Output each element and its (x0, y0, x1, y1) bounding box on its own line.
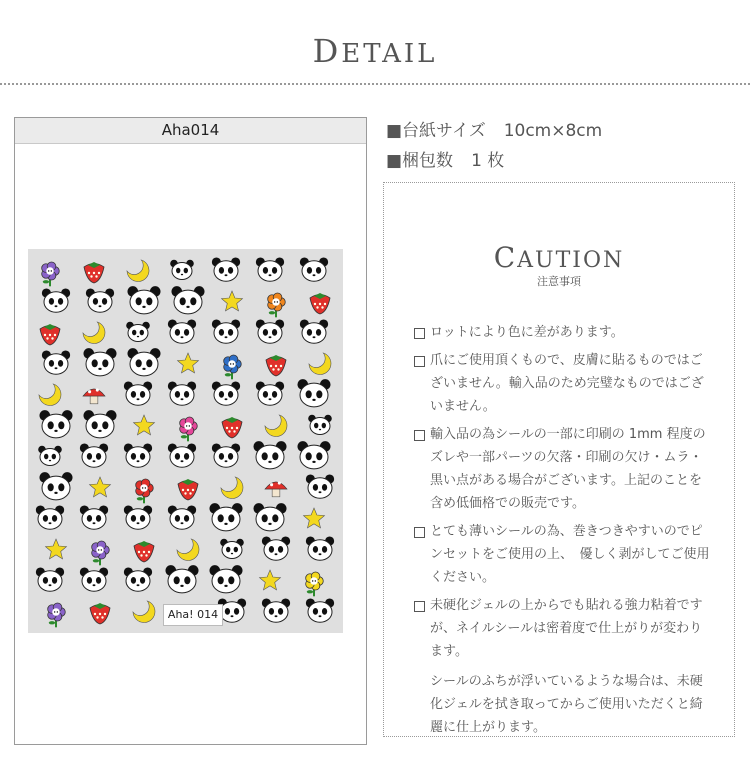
panda-sticker (42, 288, 70, 312)
strawberry-sticker (134, 541, 154, 562)
sheet-label: Aha! 014 (163, 604, 223, 626)
panda-sticker (212, 443, 240, 467)
panda-sticker (308, 415, 332, 435)
panda-sticker (83, 410, 116, 438)
flower-sticker (306, 572, 324, 596)
flower-sticker (92, 541, 110, 565)
panda-sticker (306, 598, 334, 622)
panda-sticker (86, 288, 114, 312)
caution-note: 輸入品の為シールの一部に印刷の 1mm 程度のズレや一部パーツの欠落・印刷の欠け・ムラ・黒い点がある場合がございます。上記のことを含め低価格での販売です。 (414, 423, 714, 515)
panda-sticker (168, 319, 196, 343)
checkbox-icon (414, 356, 425, 367)
caution-note: 爪にご使用頂くもので、皮膚に貼るものではございません。輸入品のため完璧なものではございません。 (414, 349, 714, 418)
panda-sticker (127, 348, 160, 376)
spec-quantity: ■梱包数 1 枚 (386, 151, 505, 171)
caution-note: ロットにより色に差があります。 (414, 321, 714, 344)
spec-list (386, 116, 736, 176)
strawberry-sticker (84, 262, 104, 283)
checkbox-icon (414, 527, 425, 538)
strawberry-sticker (266, 355, 286, 376)
checkbox-icon (414, 328, 425, 339)
caution-notes (414, 321, 714, 744)
panda-sticker (306, 536, 334, 560)
page-title: DETAIL (312, 32, 438, 70)
panda-sticker (262, 598, 290, 622)
flower-sticker (136, 479, 154, 503)
moon-sticker (39, 384, 61, 405)
caution-box (383, 182, 735, 737)
panda-sticker (165, 565, 198, 593)
star-sticker (260, 570, 281, 590)
panda-sticker (168, 505, 196, 529)
panda-sticker (124, 505, 152, 529)
caution-note: 未硬化ジェルの上からでも貼れる強力粘着ですが、ネイルシールは密着度で仕上がりが変わります。 (414, 594, 714, 663)
panda-sticker (168, 381, 196, 405)
panda-sticker (38, 446, 62, 466)
panda-sticker (306, 474, 334, 498)
strawberry-sticker (40, 324, 60, 345)
product-card (14, 117, 367, 745)
star-sticker (178, 353, 199, 373)
caution-note: とても薄いシールの為、巻きつきやすいのでピンセットをご使用の上、 優しく剥がしてご使用ください。 (414, 520, 714, 589)
panda-sticker (209, 503, 242, 531)
panda-sticker (39, 472, 72, 500)
panda-sticker (171, 286, 204, 314)
mushroom-sticker (83, 389, 105, 404)
strawberry-sticker (222, 417, 242, 438)
strawberry-sticker (310, 293, 330, 314)
panda-sticker (300, 319, 328, 343)
panda-sticker (80, 567, 108, 591)
panda-sticker (80, 443, 108, 467)
moon-sticker (265, 415, 287, 436)
mushroom-sticker (265, 482, 287, 497)
flower-sticker (48, 603, 66, 627)
panda-sticker (126, 322, 150, 342)
caution-title: CAUTION (493, 241, 625, 274)
panda-sticker (168, 443, 196, 467)
star-sticker (222, 291, 243, 311)
star-sticker (46, 539, 67, 559)
panda-sticker (212, 381, 240, 405)
flower-sticker (268, 293, 286, 317)
panda-sticker (220, 539, 244, 559)
panda-sticker (297, 441, 330, 469)
panda-sticker (83, 348, 116, 376)
panda-sticker (300, 257, 328, 281)
sticker-sheet-illustration (28, 249, 343, 633)
flower-sticker (224, 355, 242, 379)
checkbox-icon (414, 601, 425, 612)
panda-sticker (42, 350, 70, 374)
panda-sticker (297, 379, 330, 407)
panda-sticker (256, 257, 284, 281)
panda-sticker (36, 505, 64, 529)
moon-sticker (133, 601, 155, 622)
caution-extra-note: シールのふちが浮いているような場合は、未硬化ジェルを拭き取ってからご使用いただくと綺麗に仕上がります。 (430, 674, 703, 735)
moon-sticker (177, 539, 199, 560)
strawberry-sticker (178, 479, 198, 500)
strawberry-sticker (90, 603, 110, 624)
panda-sticker (127, 286, 160, 314)
moon-sticker (309, 353, 331, 374)
product-name: Aha014 (15, 118, 366, 144)
panda-sticker (209, 565, 242, 593)
panda-sticker (256, 319, 284, 343)
panda-sticker (124, 567, 152, 591)
panda-sticker (253, 441, 286, 469)
panda-sticker (124, 381, 152, 405)
header-divider (0, 83, 750, 85)
moon-sticker (83, 322, 105, 343)
star-sticker (304, 508, 325, 528)
panda-sticker (212, 319, 240, 343)
caution-subtitle: 注意事項 (537, 275, 581, 288)
flower-sticker (42, 262, 60, 286)
panda-sticker (39, 410, 72, 438)
moon-sticker (127, 260, 149, 281)
checkbox-icon (414, 430, 425, 441)
panda-sticker (212, 257, 240, 281)
panda-sticker (262, 536, 290, 560)
sticker-sheet-image (28, 249, 343, 633)
moon-sticker (221, 477, 243, 498)
page-header (0, 0, 750, 84)
panda-sticker (253, 503, 286, 531)
panda-sticker (80, 505, 108, 529)
star-sticker (134, 415, 155, 435)
star-sticker (90, 477, 111, 497)
panda-sticker (170, 260, 194, 280)
panda-sticker (36, 567, 64, 591)
panda-sticker (256, 381, 284, 405)
flower-sticker (180, 417, 198, 441)
spec-size: ■台紙サイズ 10cm×8cm (386, 121, 603, 141)
panda-sticker (124, 443, 152, 467)
